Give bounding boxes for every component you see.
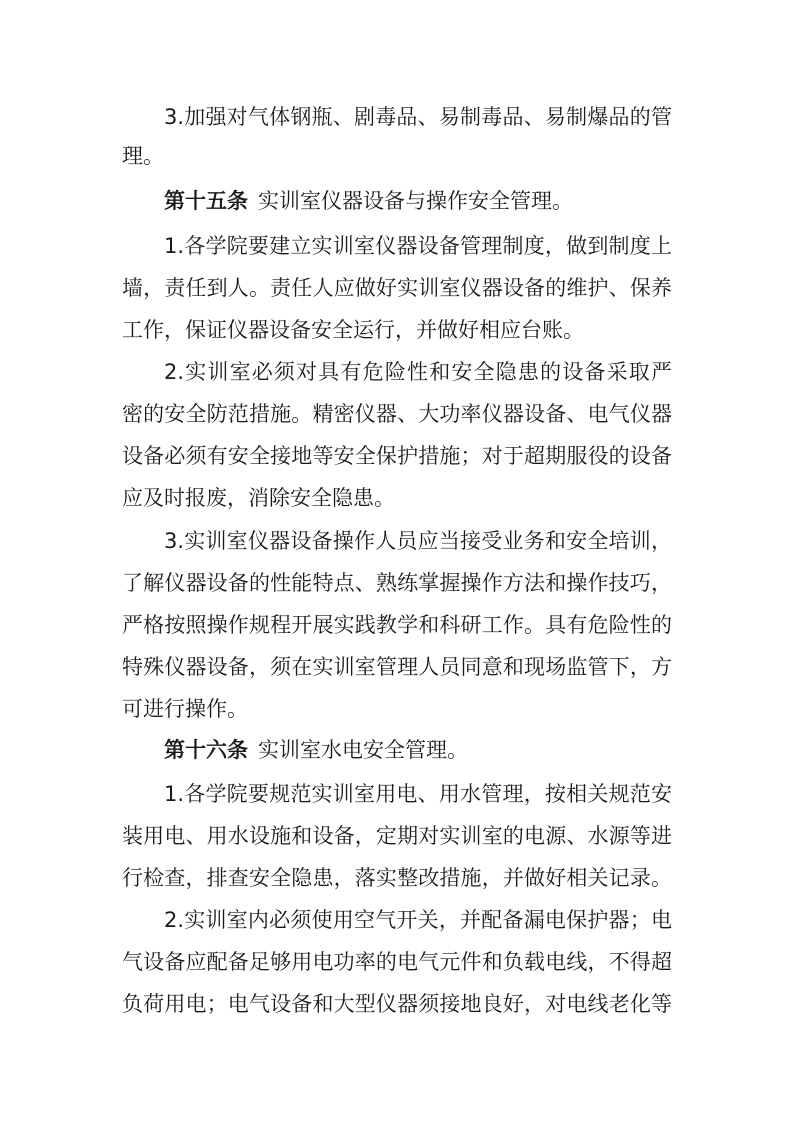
text-line: 气设备应配备足够用电功率的电气元件和负载电线，不得超 bbox=[122, 950, 672, 974]
text-line: 理。 bbox=[122, 144, 164, 168]
text-line: 行检查，排查安全隐患，落实整改措施，并做好相关记录。 bbox=[122, 866, 672, 890]
text-line: 2.实训室必须对具有危险性和安全隐患的设备采取严 bbox=[164, 360, 672, 384]
text-line: 3.实训室仪器设备操作人员应当接受业务和安全培训， bbox=[164, 529, 672, 553]
text-line: 了解仪器设备的性能特点、熟练掌握操作方法和操作技巧， bbox=[122, 571, 672, 595]
article-title: 实训室水电安全管理。 bbox=[258, 738, 468, 762]
article-title: 实训室仪器设备与操作安全管理。 bbox=[258, 189, 573, 213]
text-line: 1.各学院要规范实训室用电、用水管理，按相关规范安 bbox=[164, 782, 672, 806]
text-line: 1.各学院要建立实训室仪器设备管理制度，做到制度上 bbox=[164, 234, 672, 258]
article-15-heading bbox=[164, 181, 573, 221]
text-line: 特殊仪器设备，须在实训室管理人员同意和现场监管下，方 bbox=[122, 655, 672, 679]
article-number: 第十五条 bbox=[164, 189, 248, 213]
text-line: 负荷用电；电气设备和大型仪器须接地良好，对电线老化等 bbox=[122, 992, 672, 1016]
article-number: 第十六条 bbox=[164, 738, 248, 762]
text-line: 装用电、用水设施和设备，定期对实训室的电源、水源等进 bbox=[122, 824, 672, 848]
text-line: 3.加强对气体钢瓶、剧毒品、易制毒品、易制爆品的管 bbox=[164, 105, 672, 129]
text-line: 可进行操作。 bbox=[122, 697, 248, 721]
text-line: 设备必须有安全接地等安全保护措施；对于超期服役的设备 bbox=[122, 444, 672, 468]
text-line: 应及时报废，消除安全隐患。 bbox=[122, 486, 395, 510]
text-line: 墙，责任到人。责任人应做好实训室仪器设备的维护、保养 bbox=[122, 276, 672, 300]
article-16-heading bbox=[164, 730, 468, 770]
text-line: 2.实训室内必须使用空气开关，并配备漏电保护器；电 bbox=[164, 908, 672, 932]
text-line: 严格按照操作规程开展实践教学和科研工作。具有危险性的 bbox=[122, 613, 672, 637]
text-line: 密的安全防范措施。精密仪器、大功率仪器设备、电气仪器 bbox=[122, 402, 672, 426]
text-line: 工作，保证仪器设备安全运行，并做好相应台账。 bbox=[122, 318, 584, 342]
